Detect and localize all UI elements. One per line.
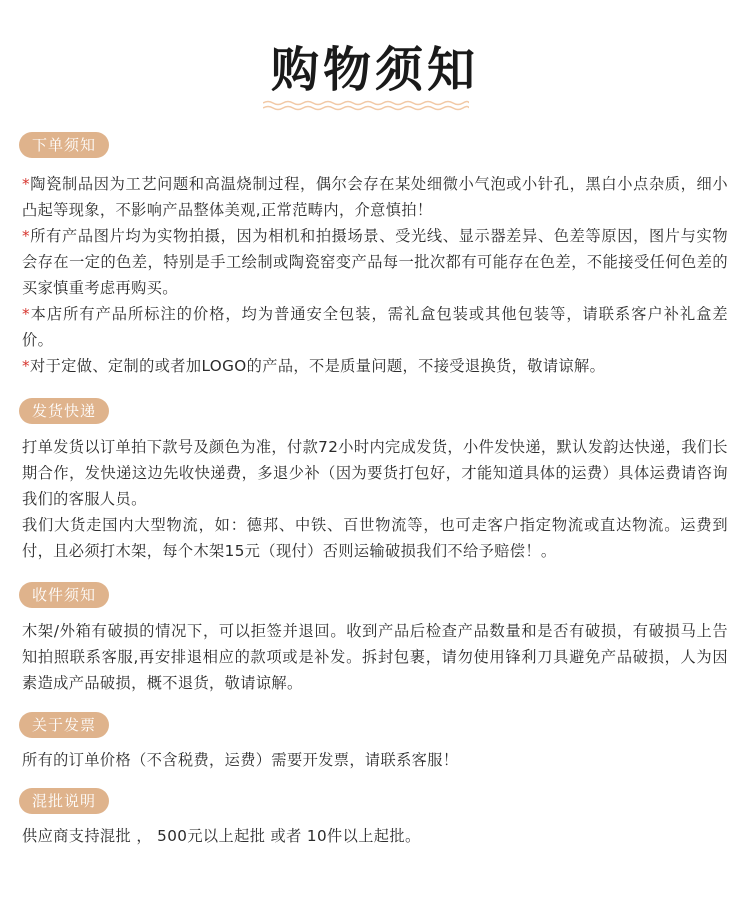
shipping-note-2: 我们大货走国内大型物流，如：德邦、中铁、百世物流等，也可走客户指定物流或直达物流。运费到付，且必须打木架，每个木架15元（现付）否则运输破损我们不给予赔偿！。	[22, 516, 728, 560]
asterisk: *	[22, 175, 30, 193]
order-note-2-text: 所有产品图片均为实物拍摄，因为相机和拍摄场景、受光线、显示器差异、色差等原因，图片与实物会存在一定的色差，特别是手工绘制或陶瓷窑变产品每一批次都有可能存在色差，不能接受任何色差的买家慎重考虑再购买。	[22, 227, 728, 297]
section-body-shipping	[22, 434, 728, 564]
asterisk: *	[22, 227, 30, 245]
page-title: 购物须知	[270, 42, 479, 98]
order-note-1-text: 陶瓷制品因为工艺问题和高温烧制过程，偶尔会存在某处细微小气泡或小针孔，黑白小点杂质，细小凸起等现象，不影响产品整体美观,正常范畴内，介意慎拍！	[22, 175, 728, 219]
wave-divider	[263, 100, 469, 112]
section-tag-receiving: 收件须知	[19, 582, 109, 608]
section-body-order	[22, 171, 728, 379]
section-tag-shipping: 发货快递	[19, 398, 109, 424]
order-note-2	[22, 223, 728, 301]
order-note-3	[22, 301, 728, 353]
order-note-3-text: 本店所有产品所标注的价格，均为普通安全包装，需礼盒包装或其他包装等，请联系客户补礼盒差价。	[22, 305, 728, 349]
shipping-note-1: 打单发货以订单拍下款号及颜色为准，付款72小时内完成发货，小件发快递，默认发韵达快递，我们长期合作，发快递这边先收快递费，多退少补（因为要货打包好，才能知道具体的运费）具体运费请咨询我们的客服人员。	[22, 438, 728, 508]
asterisk: *	[22, 357, 30, 375]
section-body-receiving	[22, 618, 728, 696]
mixed-batch-note-1: 供应商支持混批 ， 500元以上起批 或者 10件以上起批。	[22, 827, 421, 845]
order-note-1	[22, 171, 728, 223]
section-body-mixed-batch	[22, 823, 728, 849]
asterisk: *	[22, 305, 30, 323]
section-tag-order: 下单须知	[19, 132, 109, 158]
section-tag-mixed-batch: 混批说明	[19, 788, 109, 814]
section-body-invoice	[22, 747, 728, 773]
order-note-4	[22, 353, 728, 379]
invoice-note-1: 所有的订单价格（不含税费，运费）需要开发票，请联系客服！	[22, 751, 459, 769]
section-tag-invoice: 关于发票	[19, 712, 109, 738]
receiving-note-1: 木架/外箱有破损的情况下，可以拒签并退回。收到产品后检查产品数量和是否有破损，有破损马上告知拍照联系客服,再安排退相应的款项或是补发。拆封包裹，请勿使用锋利刀具避免产品破损，人为因素造成产品破损，概不退货，敬请谅解。	[22, 622, 728, 692]
order-note-4-text: 对于定做、定制的或者加LOGO的产品，不是质量问题，不接受退换货，敬请谅解。	[30, 357, 606, 375]
